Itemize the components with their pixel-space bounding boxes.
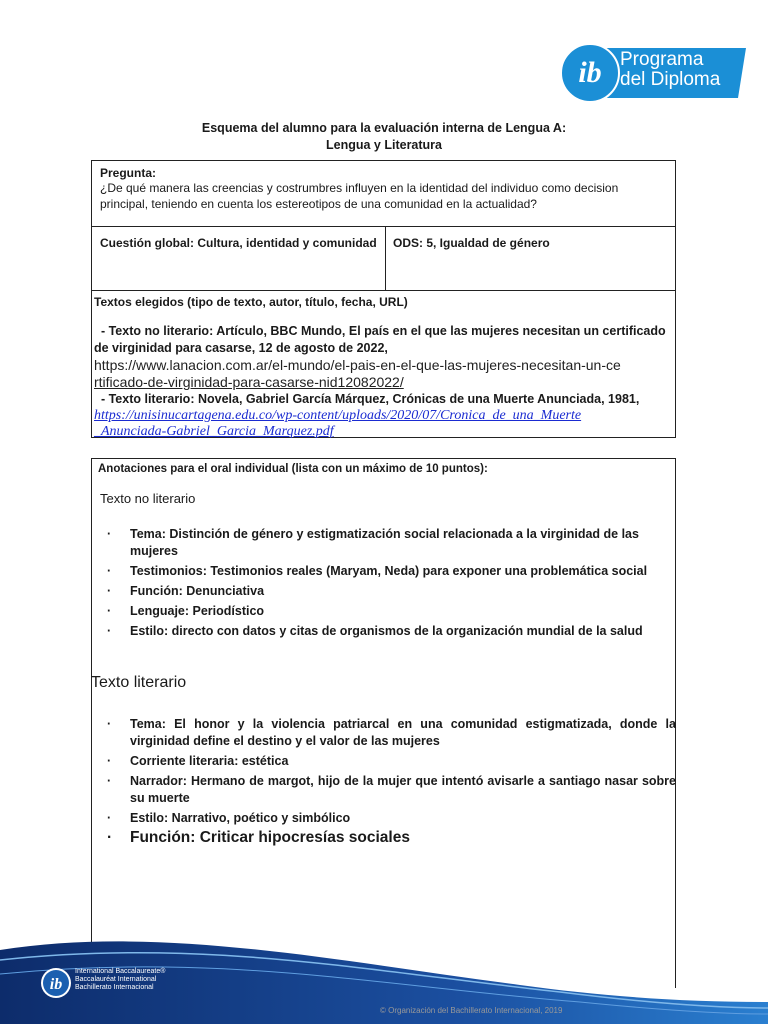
bullet-icon: · <box>107 527 112 541</box>
footer-org-2: Baccalauréat International <box>75 976 157 983</box>
list-item: · Corriente literaria: estética <box>107 754 289 768</box>
list-item: · Tema: El honor y la violencia patriarcal en una comunidad estigmatizada, donde la virginidad define el destino y el valor de las mujeres <box>107 717 676 748</box>
list-item: · Estilo: Narrativo, poético y simbólico <box>107 811 351 825</box>
logo-line-2: del Diploma <box>620 69 721 90</box>
bullet-icon: · <box>107 717 112 731</box>
title-line-1: Esquema del alumno para la evaluación interna de Lengua A: <box>201 121 567 135</box>
ib-mark-icon: ib <box>578 56 602 89</box>
texts-label: Textos elegidos (tipo de texto, autor, título, fecha, URL) <box>94 295 408 309</box>
list-item: · Testimonios: Testimonios reales (Maryam, Neda) para exponer una problemática social <box>107 564 648 578</box>
literary-section-heading: Texto literario <box>91 674 187 691</box>
copyright-notice: © Organización del Bachillerato Internacional, 2019 <box>380 1006 563 1015</box>
nonliterary-text-entry <box>94 323 673 357</box>
nonliterary-url-line-1[interactable]: https://www.lanacion.com.ar/el-mundo/el-pais-en-el-que-las-mujeres-necesitan-un-ce <box>94 357 621 373</box>
bullet-icon: · <box>107 624 112 638</box>
svg-text:ib: ib <box>49 976 63 993</box>
bullet-icon: · <box>107 564 112 578</box>
outline-table <box>91 160 676 438</box>
ods-goal: ODS: 5, Igualdad de género <box>393 236 550 250</box>
question-label: Pregunta: <box>100 166 157 180</box>
cell-divider <box>385 227 386 290</box>
list-item: · Estilo: directo con datos y citas de organismos de la organización mundial de la salud <box>107 624 643 638</box>
literary-url-line-1[interactable]: https://unisinucartagena.edu.co/wp-content/uploads/2020/07/Cronica_de_una_Muerte <box>94 408 582 423</box>
logo-line-1: Programa <box>620 49 704 70</box>
list-item: · Tema: Distinción de género y estigmatización social relacionada a la virginidad de las mujeres <box>107 527 639 558</box>
literary-notes-list <box>102 716 676 848</box>
bullet-icon: · <box>107 811 112 825</box>
list-item: · Narrador: Hermano de margot, hijo de la mujer que intentó avisarle a santiago nasar sobre su muerte <box>107 774 676 805</box>
list-item: · Función: Criticar hipocresías sociales <box>107 829 410 846</box>
nonliterary-text-date: , 12 de agosto de 2022, <box>251 341 388 355</box>
question-text: ¿De qué manera las creencias y costrumbres influyen en la identidad del individuo como decision principal, teniendo en cuenta los estereotipos de una comunidad en la actualidad? <box>100 181 619 211</box>
bullet-icon: · <box>107 584 112 598</box>
texts-body <box>94 323 673 440</box>
list-item: · Lenguaje: Periodístico <box>107 604 265 618</box>
footer-org-3: Bachillerato Internacional <box>75 984 154 991</box>
bullet-icon: · <box>107 829 113 846</box>
nonliterary-notes-list <box>102 526 672 640</box>
notes-title: Anotaciones para el oral individual (lista con un máximo de 10 puntos): <box>98 463 488 475</box>
nonliterary-section-heading: Texto no literario <box>100 491 196 506</box>
title-line-2: Lengua y Literatura <box>326 138 442 152</box>
global-issue: Cuestión global: Cultura, identidad y comunidad <box>100 236 377 250</box>
bullet-icon: · <box>107 754 112 768</box>
footer-org-1: International Baccalaureate® <box>75 968 166 975</box>
literary-text-entry <box>94 391 673 408</box>
list-item: · Función: Denunciativa <box>107 584 265 598</box>
question-row <box>92 161 675 227</box>
literary-text-date: , 1981, <box>601 392 640 406</box>
document-title <box>0 120 768 154</box>
bullet-icon: · <box>107 774 112 788</box>
global-issue-row <box>92 227 675 291</box>
nonliterary-url-line-2[interactable]: rtificado-de-virginidad-para-casarse-nid12082022/ <box>94 374 404 390</box>
bullet-icon: · <box>107 604 112 618</box>
nonliterary-text-title: - Texto no literario: Artículo, BBC Mundo, El país en el que las mujeres necesitan un certificado de virginidad para casarse <box>94 324 666 355</box>
ib-diploma-logo <box>560 42 746 104</box>
ib-footer-logo-icon <box>40 967 72 999</box>
literary-url-line-2[interactable]: _Anunciada-Gabriel_Garcia_Marquez.pdf <box>94 424 334 439</box>
texts-row <box>92 291 675 438</box>
footer-org-names <box>75 968 165 992</box>
literary-text-title: - Texto literario: Novela, Gabriel García Márquez, Crónicas de una Muerte Anunciada <box>100 392 602 406</box>
